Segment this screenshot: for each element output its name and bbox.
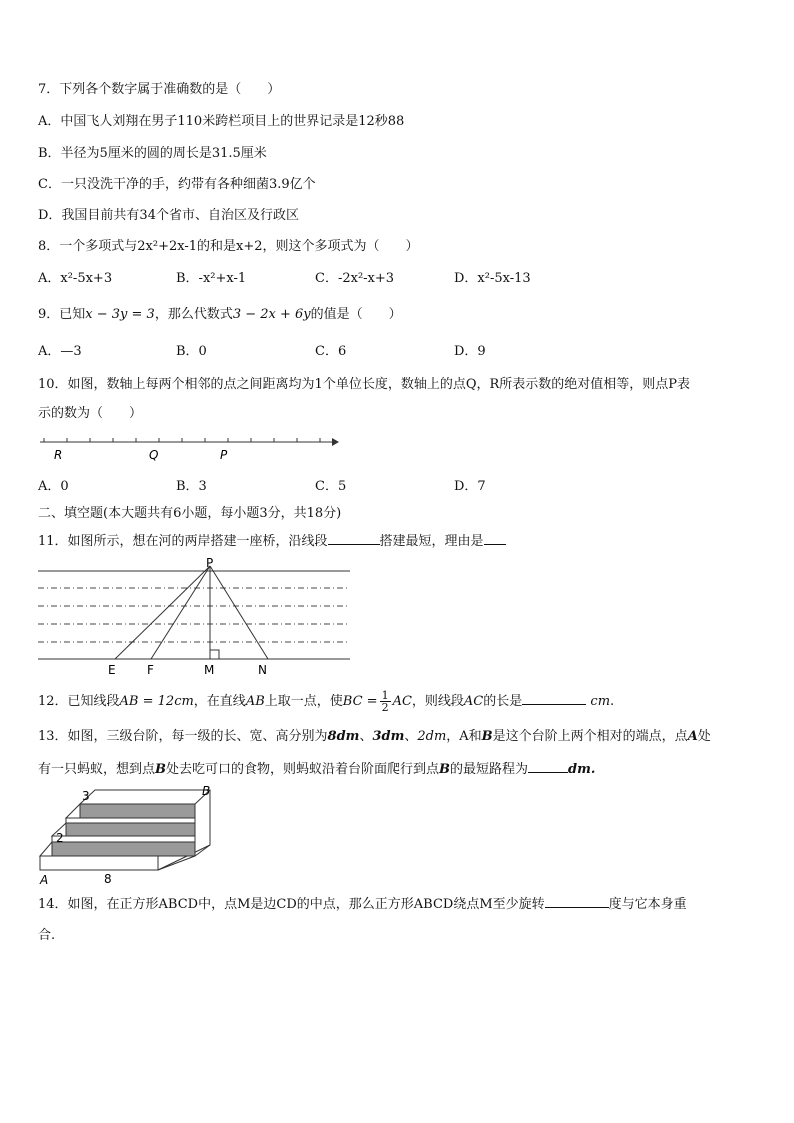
q14-stem-line2: 合. <box>38 928 56 943</box>
q12-ac-segment: AC <box>463 694 484 709</box>
point-b-label: B <box>202 784 211 798</box>
q13-text-pre: 13．如图，三级台阶，每一级的长、宽、高分别为 <box>38 729 328 744</box>
q9-expression: 3 − 2x + 6y <box>232 307 311 322</box>
q13-stem-line1 <box>38 729 711 745</box>
point-m-label: M <box>204 663 215 677</box>
q9-option-d: D．9 <box>454 344 486 359</box>
q9-condition: x − 3y = 3 <box>85 307 155 322</box>
q13-text-mid2: 处去吃可口的食物，则蚂蚁沿着台阶面爬行到点 <box>166 762 440 777</box>
q12-text-mid3: ，则线段 <box>411 694 464 709</box>
q9-stem-mid: ，那么代数式 <box>154 307 233 322</box>
q11-stem <box>38 532 506 550</box>
q14-text-post: 度与它本身重 <box>608 897 687 912</box>
q10-option-c: C．5 <box>315 479 347 494</box>
q9-option-c: C．6 <box>315 344 347 359</box>
point-e-label: E <box>108 663 116 677</box>
q11-blank-1 <box>328 532 380 545</box>
q8-option-c: C．-2x²-x+3 <box>315 271 395 286</box>
q13-text-mid3: 的最短路程为 <box>450 762 529 777</box>
q13-sep: 、 <box>404 729 418 744</box>
number-line-figure <box>36 432 340 468</box>
q12-ac: AC <box>392 694 412 709</box>
q12-text-pre: 12．已知线段 <box>38 694 120 709</box>
q12-bc: BC = <box>342 694 378 709</box>
q13-text-end: 处 <box>697 729 711 744</box>
point-n-label: N <box>258 663 267 677</box>
q11-stem-pre: 11．如图所示，想在河的两岸搭建一座桥，沿线段 <box>38 534 328 549</box>
q7-option-b: B．半径为5厘米的圆的周长是31.5厘米 <box>38 146 267 161</box>
q14-text-pre: 14．如图，在正方形ABCD中，点M是边CD的中点，那么正方形ABCD绕点M至少旋转 <box>38 897 545 912</box>
q12-fraction <box>380 690 391 713</box>
q13-point-b: B <box>155 762 167 777</box>
q10-option-d: D．7 <box>454 479 486 494</box>
q12-ab-length: AB = 12cm <box>119 694 194 709</box>
q9-stem <box>38 307 402 323</box>
q12-text-mid4: 的长是 <box>483 694 523 709</box>
q13-blank <box>528 760 568 773</box>
q13-sep: 、 <box>359 729 373 744</box>
point-p-label: P <box>206 556 214 570</box>
q11-blank-2 <box>484 532 506 545</box>
q12-unit: cm <box>590 694 611 709</box>
q13-text-pre2: 有一只蚂蚁，想到点 <box>38 762 156 777</box>
q10-option-a: A．0 <box>38 479 69 494</box>
q9-stem-post: 的值是（ ） <box>310 307 402 322</box>
q12-fraction-numerator: 1 <box>381 689 389 702</box>
point-r-label: R <box>54 448 63 462</box>
river-bridge-figure <box>36 556 354 680</box>
q12-end: . <box>610 694 615 709</box>
q12-text-mid2: 上取一点，使 <box>264 694 343 709</box>
q13-point-b: B <box>481 729 493 744</box>
q13-stem-line2 <box>38 760 595 778</box>
q8-option-d: D．x²-5x-13 <box>454 271 531 286</box>
stairs-figure <box>36 782 222 888</box>
stair-height-label: 2 <box>56 831 64 845</box>
q8-option-a: A．x²-5x+3 <box>38 271 113 286</box>
q7-option-a: A．中国飞人刘翔在男子110米跨栏项目上的世界记录是12秒88 <box>38 114 405 129</box>
q13-point-b: B <box>439 762 451 777</box>
section-2-heading: 二、填空题(本大题共有6小题，每小题3分，共18分) <box>38 506 342 521</box>
q13-text-mid: ，A和 <box>446 729 482 744</box>
point-p-label: P <box>220 448 228 462</box>
q12-text-mid1: ，在直线 <box>193 694 246 709</box>
stair-length-label: 8 <box>104 872 112 886</box>
q13-point-a: A <box>687 729 698 744</box>
q10-option-b: B．3 <box>176 479 207 494</box>
point-a-label: A <box>40 873 49 887</box>
q12-ab-line: AB <box>245 694 265 709</box>
q13-length: 8dm <box>327 729 360 744</box>
q8-stem: 8．一个多项式与2x²+2x-1的和是x+2，则这个多项式为（ ） <box>38 239 419 254</box>
q13-width: 3dm <box>372 729 405 744</box>
q10-stem-line2: 示的数为（ ） <box>38 406 143 421</box>
q7-option-d: D．我国目前共有34个省市、自治区及行政区 <box>38 208 299 223</box>
point-q-label: Q <box>149 448 159 462</box>
stair-depth-label: 3 <box>82 789 90 803</box>
q12-blank <box>522 692 586 705</box>
q14-blank <box>545 895 609 908</box>
q12-fraction-denominator: 2 <box>381 701 389 714</box>
q9-stem-pre: 9．已知 <box>38 307 86 322</box>
q8-option-b: B．-x²+x-1 <box>176 271 247 286</box>
q13-unit: dm. <box>568 762 596 777</box>
point-f-label: F <box>147 663 154 677</box>
q10-stem-line1: 10．如图，数轴上每两个相邻的点之间距离均为1个单位长度，数轴上的点Q，R所表示数的绝对值相等，则点P表 <box>38 377 691 392</box>
q13-height: 2dm <box>417 729 447 744</box>
q9-option-b: B．0 <box>176 344 207 359</box>
q13-text-post: 是这个台阶上两个相对的端点，点 <box>492 729 688 744</box>
q12-stem <box>38 690 614 713</box>
q9-option-a: A．—3 <box>38 344 82 359</box>
q11-stem-mid: 搭建最短，理由是 <box>379 534 484 549</box>
q14-stem-line1 <box>38 895 687 913</box>
q7-stem: 7．下列各个数字属于准确数的是（ ） <box>38 82 281 97</box>
q7-option-c: C．一只没洗干净的手，约带有各种细菌3.9亿个 <box>38 177 316 192</box>
